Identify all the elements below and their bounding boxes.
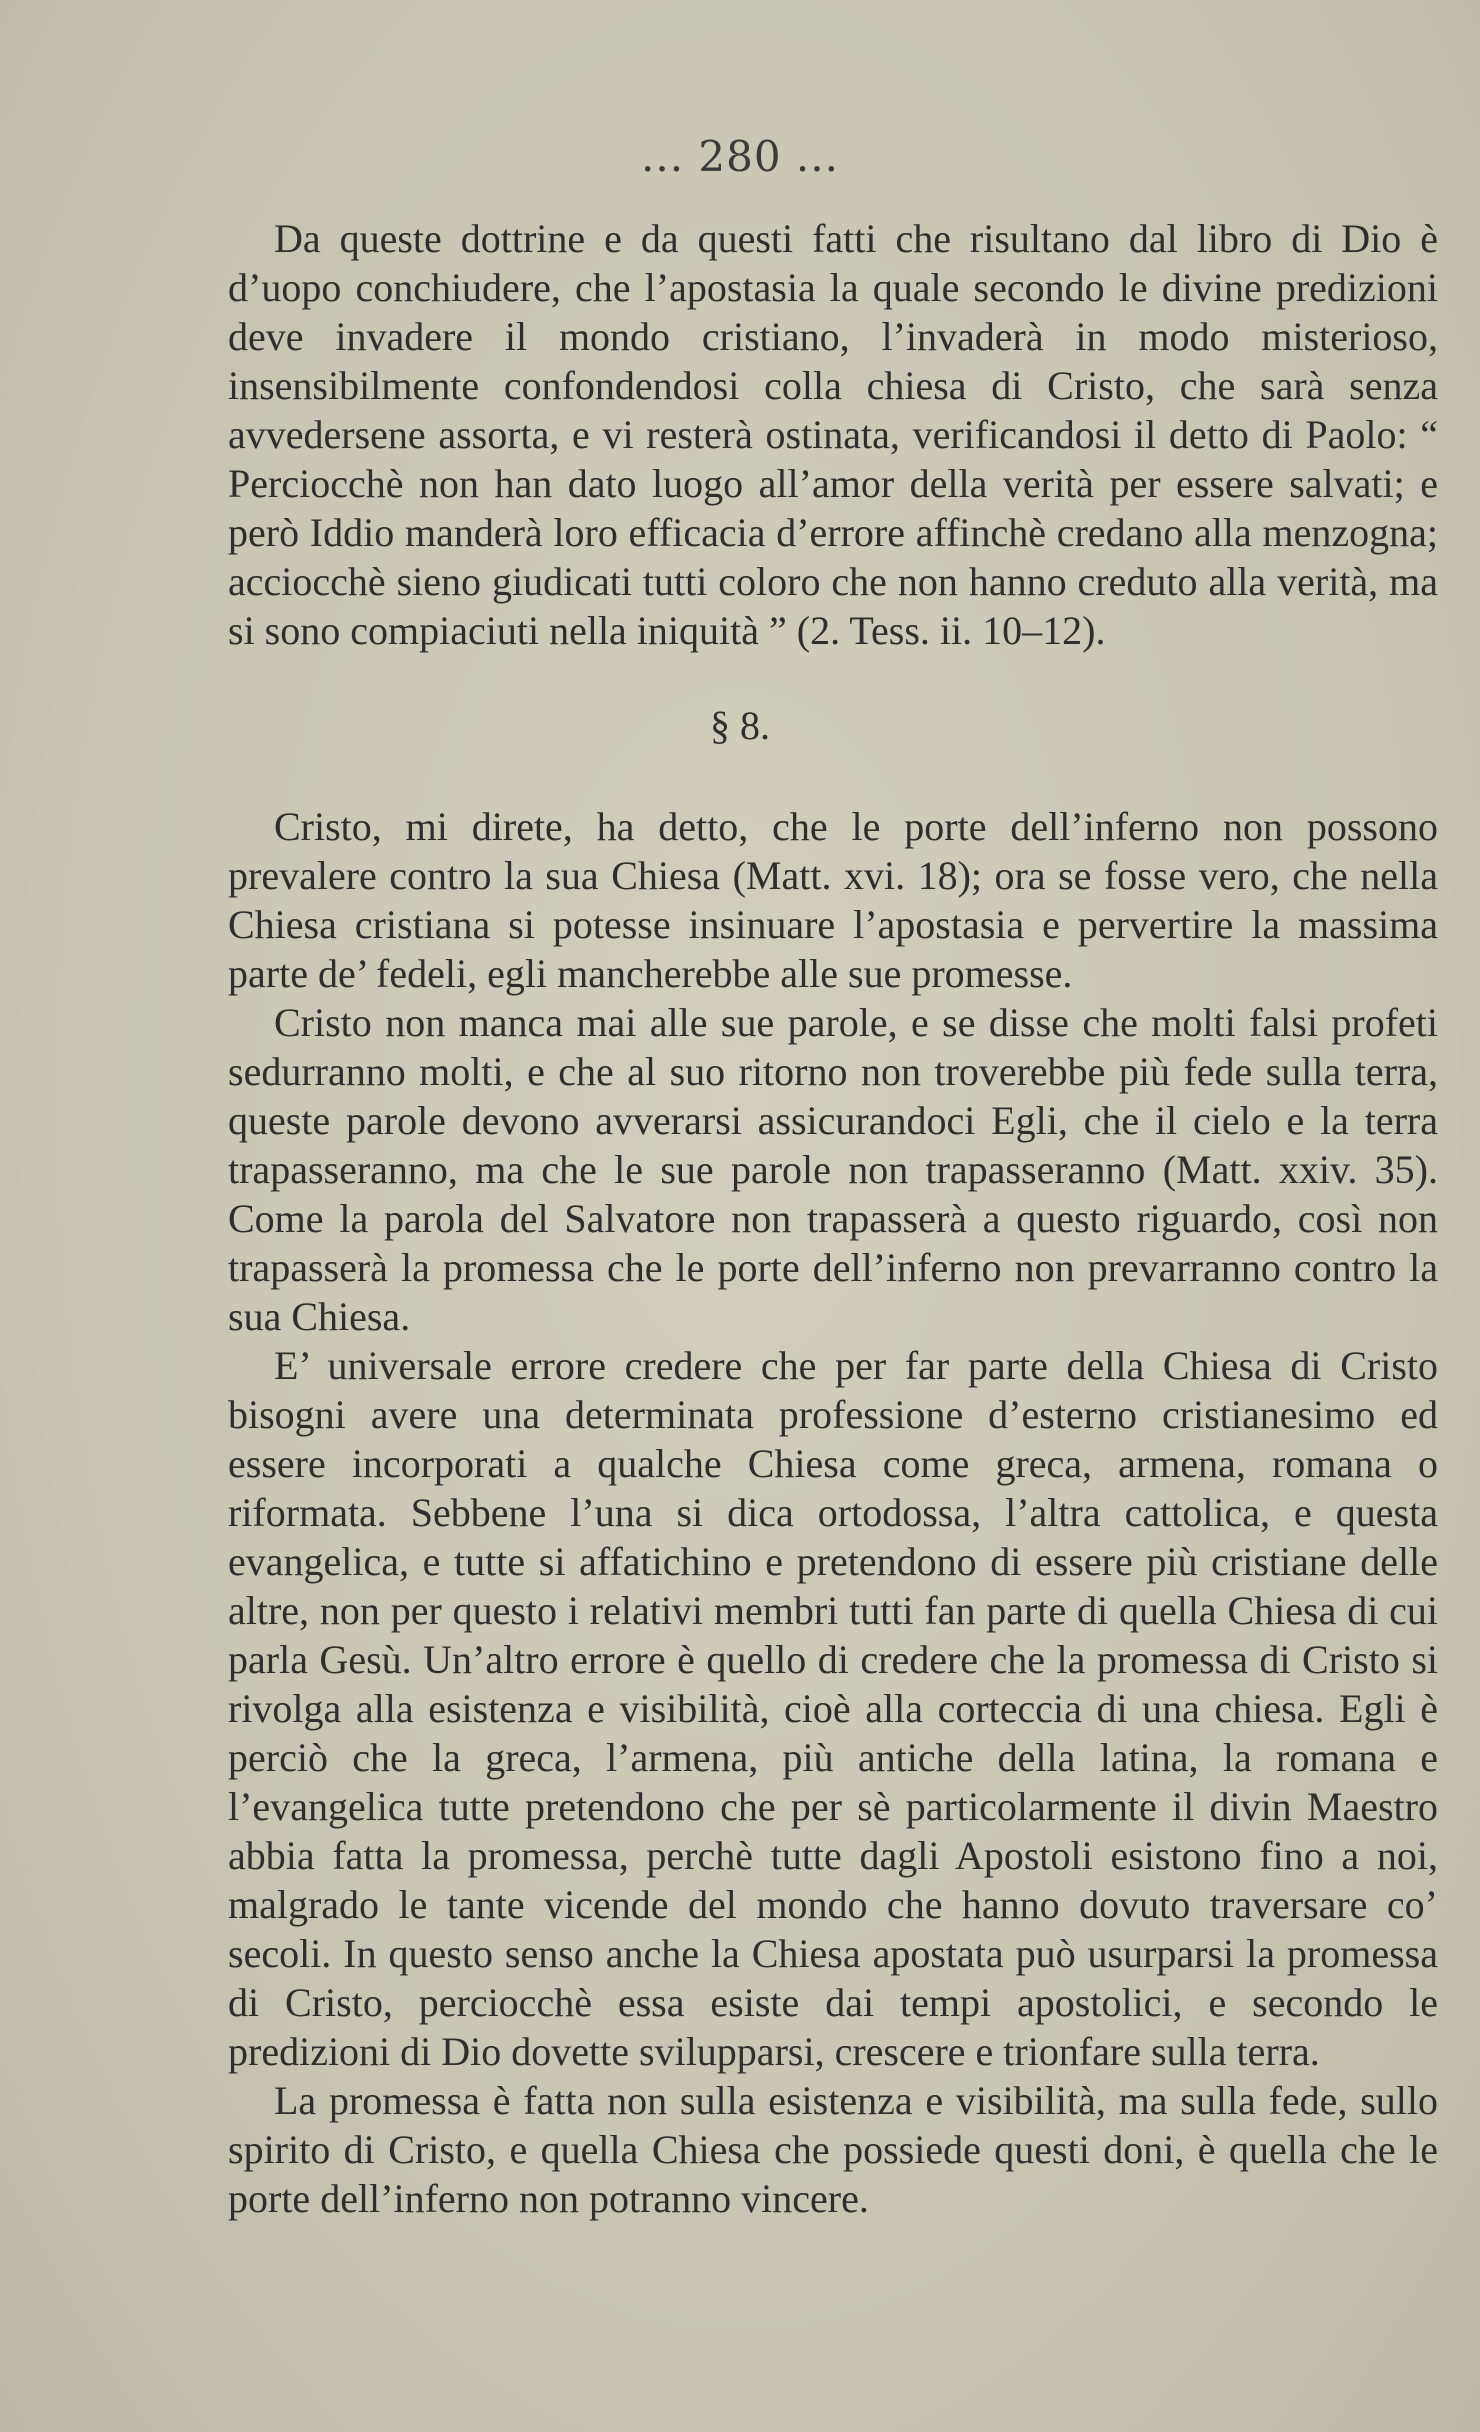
text-block-section-8 [228,802,1438,2223]
section-heading: § 8. [710,703,770,748]
paragraph: Da queste dottrine e da questi fatti che risultano dal libro di Dio è d’uopo conchiudere, che l’apostasia la quale secondo le divine predizioni deve invadere il mondo cristiano, l’invaderà in modo misterioso, insensibilmente confondendosi colla chiesa di Cristo, che sarà senza avvedersene assorta, e vi resterà ostinata, verificandosi il detto di Paolo: “ Perciocchè non han dato luogo all’amor della verità per essere salvati; e però Iddio manderà loro efficacia d’errore affinchè credano alla menzogna; acciocchè sieno giudicati tutti coloro che non hanno creduto alla verità, ma si sono compiaciuti nella iniquità ” (2. Tess. ii. 10–12). [228,216,1438,653]
paragraph: Cristo, mi direte, ha detto, che le porte dell’inferno non possono prevalere contro la sua Chiesa (Matt. xvi. 18); ora se fosse vero, che nella Chiesa cristiana si potesse insinuare l’apostasia e pervertire la massima parte de’ fedeli, egli mancherebbe alle sue promesse. [228,804,1438,996]
paragraph: Cristo non manca mai alle sue parole, e se disse che molti falsi profeti sedurranno molti, e che al suo ritorno non troverebbe più fede sulla terra, queste parole devono avverarsi assicurandoci Egli, che il cielo e la terra trapasseranno, ma che le sue parole non trapasseranno (Matt. xxiv. 35). Come la parola del Salvatore non trapasserà a questo riguardo, così non trapasserà la promessa che le porte dell’inferno non prevarranno contro la sua Chiesa. [228,1000,1438,1339]
page-number: ... 280 ... [641,132,839,181]
paragraph: La promessa è fatta non sulla esistenza e visibilità, ma sulla fede, sullo spirito di Cristo, e quella Chiesa che possiede questi doni, è quella che le porte dell’inferno non potranno vincere. [228,2078,1438,2221]
paragraph: E’ universale errore credere che per far parte della Chiesa di Cristo bisogni avere una determinata professione d’esterno cristianesimo ed essere incorporati a qualche Chiesa come greca, armena, romana o riformata. Sebbene l’una si dica ortodossa, l’altra cattolica, e questa evangelica, e tutte si affatichino e pretendono di essere più cristiane delle altre, non per questo i relativi membri tutti fan parte di quella Chiesa di cui parla Gesù. Un’altro errore è quello di credere che la promessa di Cristo si rivolga alla esistenza e visibilità, cioè alla corteccia di una chiesa. Egli è perciò che la greca, l’armena, più antiche della latina, la romana e l’evangelica tutte pretendono che per sè particolarmente il divin Maestro abbia fatta la promessa, perchè tutte dagli Apostoli esistono fino a noi, malgrado le tante vicende del mondo che hanno dovuto traversare co’ secoli. In questo senso anche la Chiesa apostata può usurparsi la promessa di Cristo, perciocchè essa esiste dai tempi apostolici, e secondo le predizioni di Dio dovette svilupparsi, crescere e trionfare sulla terra. [228,1343,1438,2074]
text-block-intro [228,214,1438,655]
